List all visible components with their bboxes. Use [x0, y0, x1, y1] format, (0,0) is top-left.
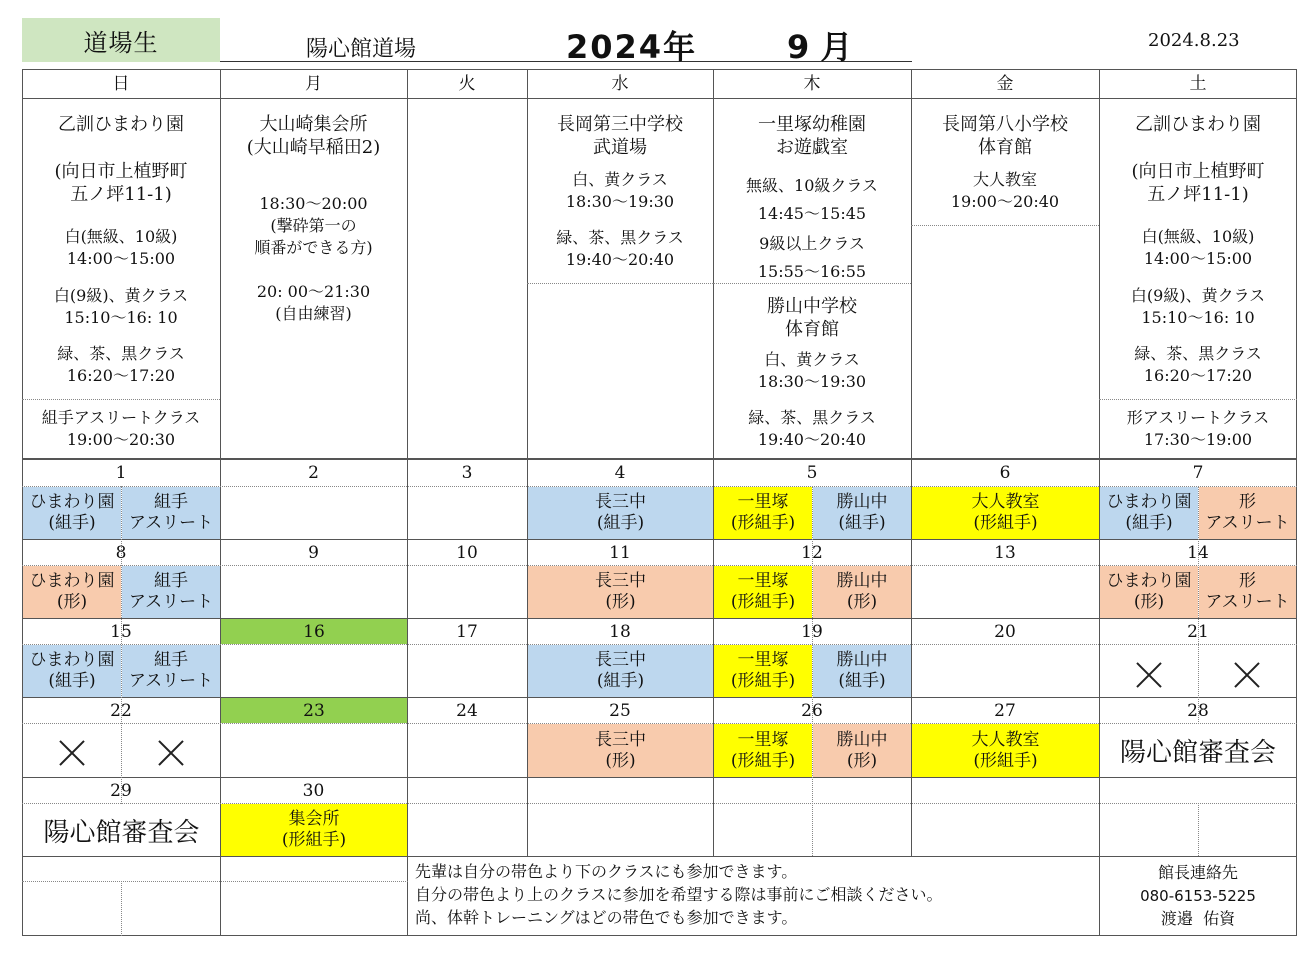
class-time: 18:30〜20:00 (撃砕第一の 順番ができる方) — [254, 194, 373, 257]
weekday-sat: 土 — [1189, 74, 1207, 94]
day-number: 1 — [115, 463, 127, 483]
cancel-x-icon — [158, 740, 184, 766]
cancel-x-icon — [59, 740, 85, 766]
col-line — [407, 69, 408, 936]
event-block: 勝山中 (形) — [813, 566, 911, 618]
day-number: 24 — [456, 701, 478, 721]
event-block: 形 アスリート — [1199, 487, 1296, 539]
weekday-fri: 金 — [996, 74, 1014, 94]
event-block: 一里塚 (形組手) — [714, 487, 812, 539]
event-block: ひまわり園 (組手) — [1100, 487, 1198, 539]
day-number: 4 — [614, 463, 626, 483]
event-block: 長三中 (組手) — [528, 487, 713, 539]
day-number: 30 — [302, 781, 325, 801]
event-block: 勝山中 (形) — [813, 724, 911, 777]
divider — [1198, 803, 1199, 856]
event-grading: 陽心館審査会 — [1100, 724, 1296, 777]
schedule-thu — [713, 99, 911, 459]
calendar-year: 2024年 — [566, 28, 698, 66]
day-number: 7 — [1192, 463, 1204, 483]
event-grading: 陽心館審査会 — [23, 804, 220, 856]
day-number: 6 — [999, 463, 1011, 483]
day-number: 14 — [1187, 543, 1209, 563]
day-number: 15 — [110, 622, 132, 642]
day-number: 12 — [801, 543, 823, 563]
venue-name: 一里塚幼稚園 お遊戯室 — [758, 114, 866, 158]
event-block: 集会所 (形組手) — [221, 804, 407, 856]
day-number: 13 — [994, 543, 1016, 563]
day-number-holiday: 16 — [221, 619, 407, 644]
contact-phone: 080-6153-5225 — [1140, 887, 1256, 905]
event-block: 一里塚 (形組手) — [714, 645, 812, 697]
weekday-thu: 木 — [803, 74, 821, 94]
class-time: 白、黄クラス 18:30〜19:30 — [757, 350, 867, 391]
venue-name: 長岡第八小学校 体育館 — [942, 114, 1068, 158]
class-time: 白(無級、10級) 14:00〜15:00 — [1141, 227, 1255, 268]
schedule-sat — [1099, 99, 1297, 459]
day-number: 27 — [994, 701, 1016, 721]
cancel-x-icon — [1234, 662, 1260, 688]
event-block: 組手 アスリート — [122, 566, 220, 618]
class-time: 9級以上クラス 15:55〜16:55 — [757, 234, 867, 281]
day-number: 5 — [806, 463, 818, 483]
class-time: 20: 00〜21:30 (自由練習) — [256, 282, 371, 323]
day-number: 22 — [110, 701, 132, 721]
day-number: 11 — [609, 543, 631, 563]
event-block: 大人教室 (形組手) — [912, 724, 1099, 777]
day-number: 18 — [609, 622, 631, 642]
day-number: 17 — [456, 622, 478, 642]
issue-date: 2024.8.23 — [1148, 30, 1240, 51]
weekday-wed: 水 — [611, 74, 629, 94]
class-time: 緑、茶、黒クラス 19:40〜20:40 — [748, 408, 876, 449]
event-block: 長三中 (組手) — [528, 645, 713, 697]
day-number: 2 — [308, 463, 319, 483]
category-tag: 道場生 — [22, 18, 220, 62]
class-time: 緑、茶、黒クラス 16:20〜17:20 — [57, 344, 185, 385]
event-block: 組手 アスリート — [122, 645, 220, 697]
event-block: 一里塚 (形組手) — [714, 724, 812, 777]
class-time: 組手アスリートクラス 19:00〜20:30 — [41, 408, 201, 449]
event-block: 勝山中 (組手) — [813, 645, 911, 697]
weekday-tue: 火 — [458, 74, 476, 94]
event-block: ひまわり園 (形) — [1100, 566, 1198, 618]
class-time: 緑、茶、黒クラス 16:20〜17:20 — [1134, 344, 1262, 385]
day-number-holiday: 23 — [221, 698, 407, 723]
day-number: 9 — [308, 543, 319, 563]
event-block: 形 アスリート — [1199, 566, 1296, 618]
event-block: ひまわり園 (形) — [23, 566, 121, 618]
cancel-x-icon — [1136, 662, 1162, 688]
day-number: 29 — [110, 781, 132, 801]
calendar-month: 9 月 — [787, 28, 853, 66]
day-number: 25 — [609, 701, 631, 721]
note-line: 尚、体幹トレーニングはどの帯色でも参加できます。 — [415, 908, 798, 927]
venue-name: 大山崎集会所 (大山崎早稲田2) — [246, 114, 381, 158]
venue-name: 長岡第三中学校 武道場 — [557, 114, 683, 158]
class-time: 白(9級)、黄クラス 15:10〜16: 10 — [53, 286, 189, 327]
venue-address: (向日市上植野町 五ノ坪11-1) — [54, 161, 188, 205]
event-block: 長三中 (形) — [528, 566, 713, 618]
day-number: 10 — [456, 543, 478, 563]
calendar-table — [22, 69, 1297, 936]
venue-name: 乙訓ひまわり園 — [58, 114, 184, 135]
event-block: 勝山中 (組手) — [813, 487, 911, 539]
note-line: 先輩は自分の帯色より下のクラスにも参加できます。 — [415, 862, 798, 881]
venue-name: 勝山中学校 体育館 — [767, 296, 857, 340]
day-number: 21 — [1187, 622, 1209, 642]
day-number: 3 — [461, 463, 473, 483]
dojo-name: 陽心館道場 — [306, 37, 417, 62]
event-block: 組手 アスリート — [122, 487, 220, 539]
event-block: 大人教室 (形組手) — [912, 487, 1099, 539]
venue-name: 乙訓ひまわり園 — [1135, 114, 1261, 135]
note-line: 自分の帯色より上のクラスに参加を希望する際は事前にご相談ください。 — [415, 885, 943, 904]
class-time: 白(9級)、黄クラス 15:10〜16: 10 — [1130, 286, 1266, 327]
divider — [121, 881, 122, 936]
schedule-sun — [22, 99, 220, 459]
day-number: 8 — [115, 543, 127, 563]
border-bottom — [22, 935, 1297, 936]
weekday-sun: 日 — [112, 74, 130, 94]
class-time: 緑、茶、黒クラス 19:40〜20:40 — [556, 228, 684, 269]
class-time: 白(無級、10級) 14:00〜15:00 — [64, 227, 178, 268]
day-number: 26 — [801, 701, 823, 721]
class-time: 無級、10級クラス 14:45〜15:45 — [746, 176, 878, 223]
row-line — [22, 856, 1297, 857]
class-time: 大人教室 19:00〜20:40 — [950, 170, 1060, 211]
class-time: 形アスリートクラス 17:30〜19:00 — [1126, 408, 1270, 449]
schedule-mon — [220, 99, 407, 459]
event-block: 長三中 (形) — [528, 724, 713, 777]
venue-address: (向日市上植野町 五ノ坪11-1) — [1131, 161, 1265, 205]
divider — [22, 881, 408, 882]
day-number: 20 — [994, 622, 1016, 642]
contact-name: 渡邉 佑資 — [1160, 909, 1236, 928]
event-block: 一里塚 (形組手) — [714, 566, 812, 618]
weekday-mon: 月 — [305, 74, 322, 94]
event-block: ひまわり園 (組手) — [23, 645, 121, 697]
class-time: 白、黄クラス 18:30〜19:30 — [565, 170, 675, 211]
event-block: ひまわり園 (組手) — [23, 487, 121, 539]
day-number: 19 — [801, 622, 823, 642]
schedule-wed — [527, 99, 713, 459]
schedule-fri — [911, 99, 1099, 459]
contact-title: 館長連絡先 — [1157, 863, 1238, 882]
day-number: 28 — [1187, 701, 1209, 721]
